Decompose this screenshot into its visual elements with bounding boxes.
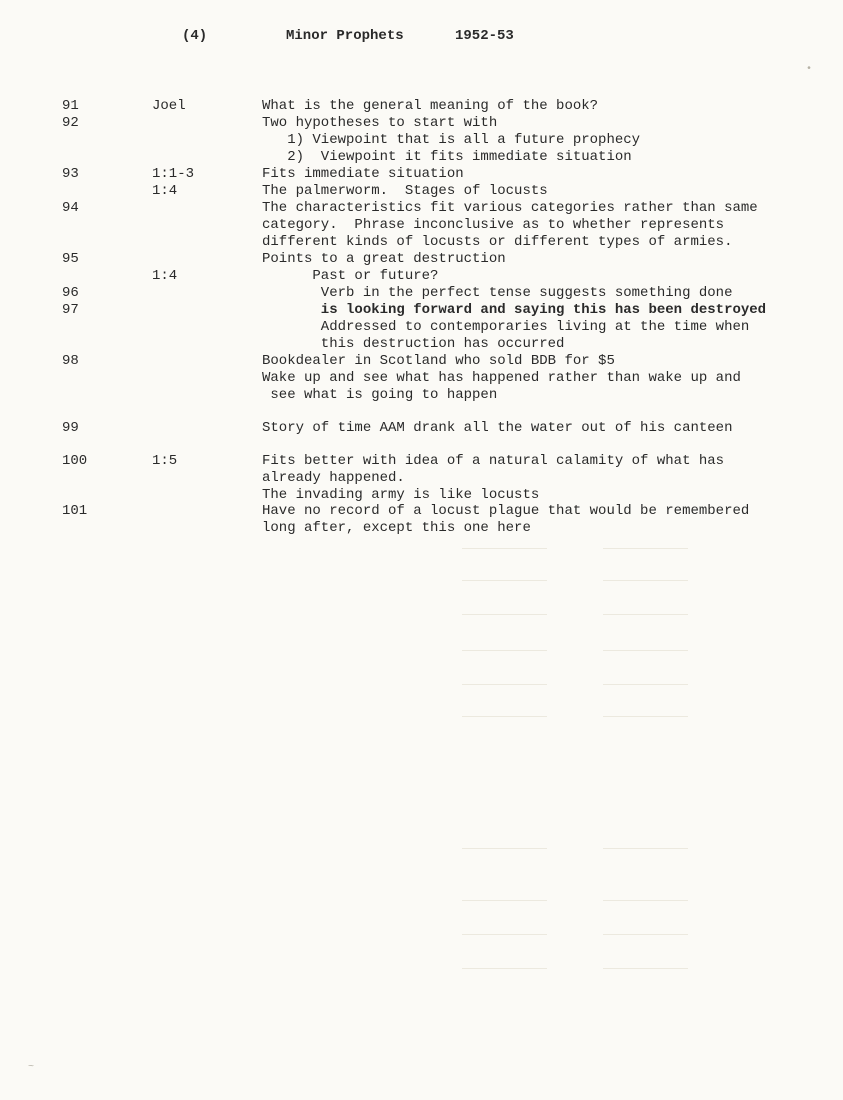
note-line: Have no record of a locust plague that would be remembered [262,503,750,519]
note-line: Points to a great destruction [262,251,506,267]
note-line: Two hypotheses to start with [262,115,498,131]
speck-mark: ~ [28,1062,35,1073]
note-line: The invading army is like locusts [262,487,540,503]
page-number: (4) [182,28,208,44]
year-range: 1952-53 [455,28,514,44]
row-number: 99 [62,420,79,436]
row-number: 92 [62,115,79,131]
note-line: The palmerworm. Stages of locusts [262,183,548,199]
note-line: see what is going to happen [262,387,498,403]
page-title: Minor Prophets [286,28,404,44]
note-line: What is the general meaning of the book? [262,98,599,114]
note-line: Story of time AAM drank all the water out of his canteen [262,420,733,436]
note-line: Fits better with idea of a natural calamity of what has [262,453,725,469]
note-line: long after, except this one here [262,520,531,536]
overstruck-line: is looking forward and saying this has been destroyed [262,302,767,318]
note-line: 2) Viewpoint it fits immediate situation [262,149,632,165]
scripture-ref: 1:4 [152,268,178,284]
note-line: The characteristics fit various categories rather than same [262,200,758,216]
row-number: 100 [62,453,88,469]
note-line: already happened. [262,470,405,486]
speck-mark: • [806,64,813,75]
note-line: Past or future? [262,268,439,284]
note-line: Wake up and see what has happened rather than wake up and [262,370,741,386]
note-line: 1) Viewpoint that is all a future prophecy [262,132,641,148]
row-number: 97 [62,302,79,318]
scripture-ref: Joel [152,98,186,114]
row-number: 95 [62,251,79,267]
scripture-ref: 1:1-3 [152,166,195,182]
note-line: this destruction has occurred [262,336,565,352]
note-line: Verb in the perfect tense suggests something done [262,285,733,301]
row-number: 101 [62,503,88,519]
row-number: 93 [62,166,79,182]
note-line: category. Phrase inconclusive as to whether represents [262,217,725,233]
note-line: Addressed to contemporaries living at the time when [262,319,750,335]
row-number: 94 [62,200,79,216]
note-line: different kinds of locusts or different types of armies. [262,234,733,250]
row-number: 96 [62,285,79,301]
row-number: 91 [62,98,79,114]
note-line: Bookdealer in Scotland who sold BDB for $5 [262,353,615,369]
row-number: 98 [62,353,79,369]
note-line: Fits immediate situation [262,166,464,182]
scripture-ref: 1:5 [152,453,178,469]
scripture-ref: 1:4 [152,183,178,199]
